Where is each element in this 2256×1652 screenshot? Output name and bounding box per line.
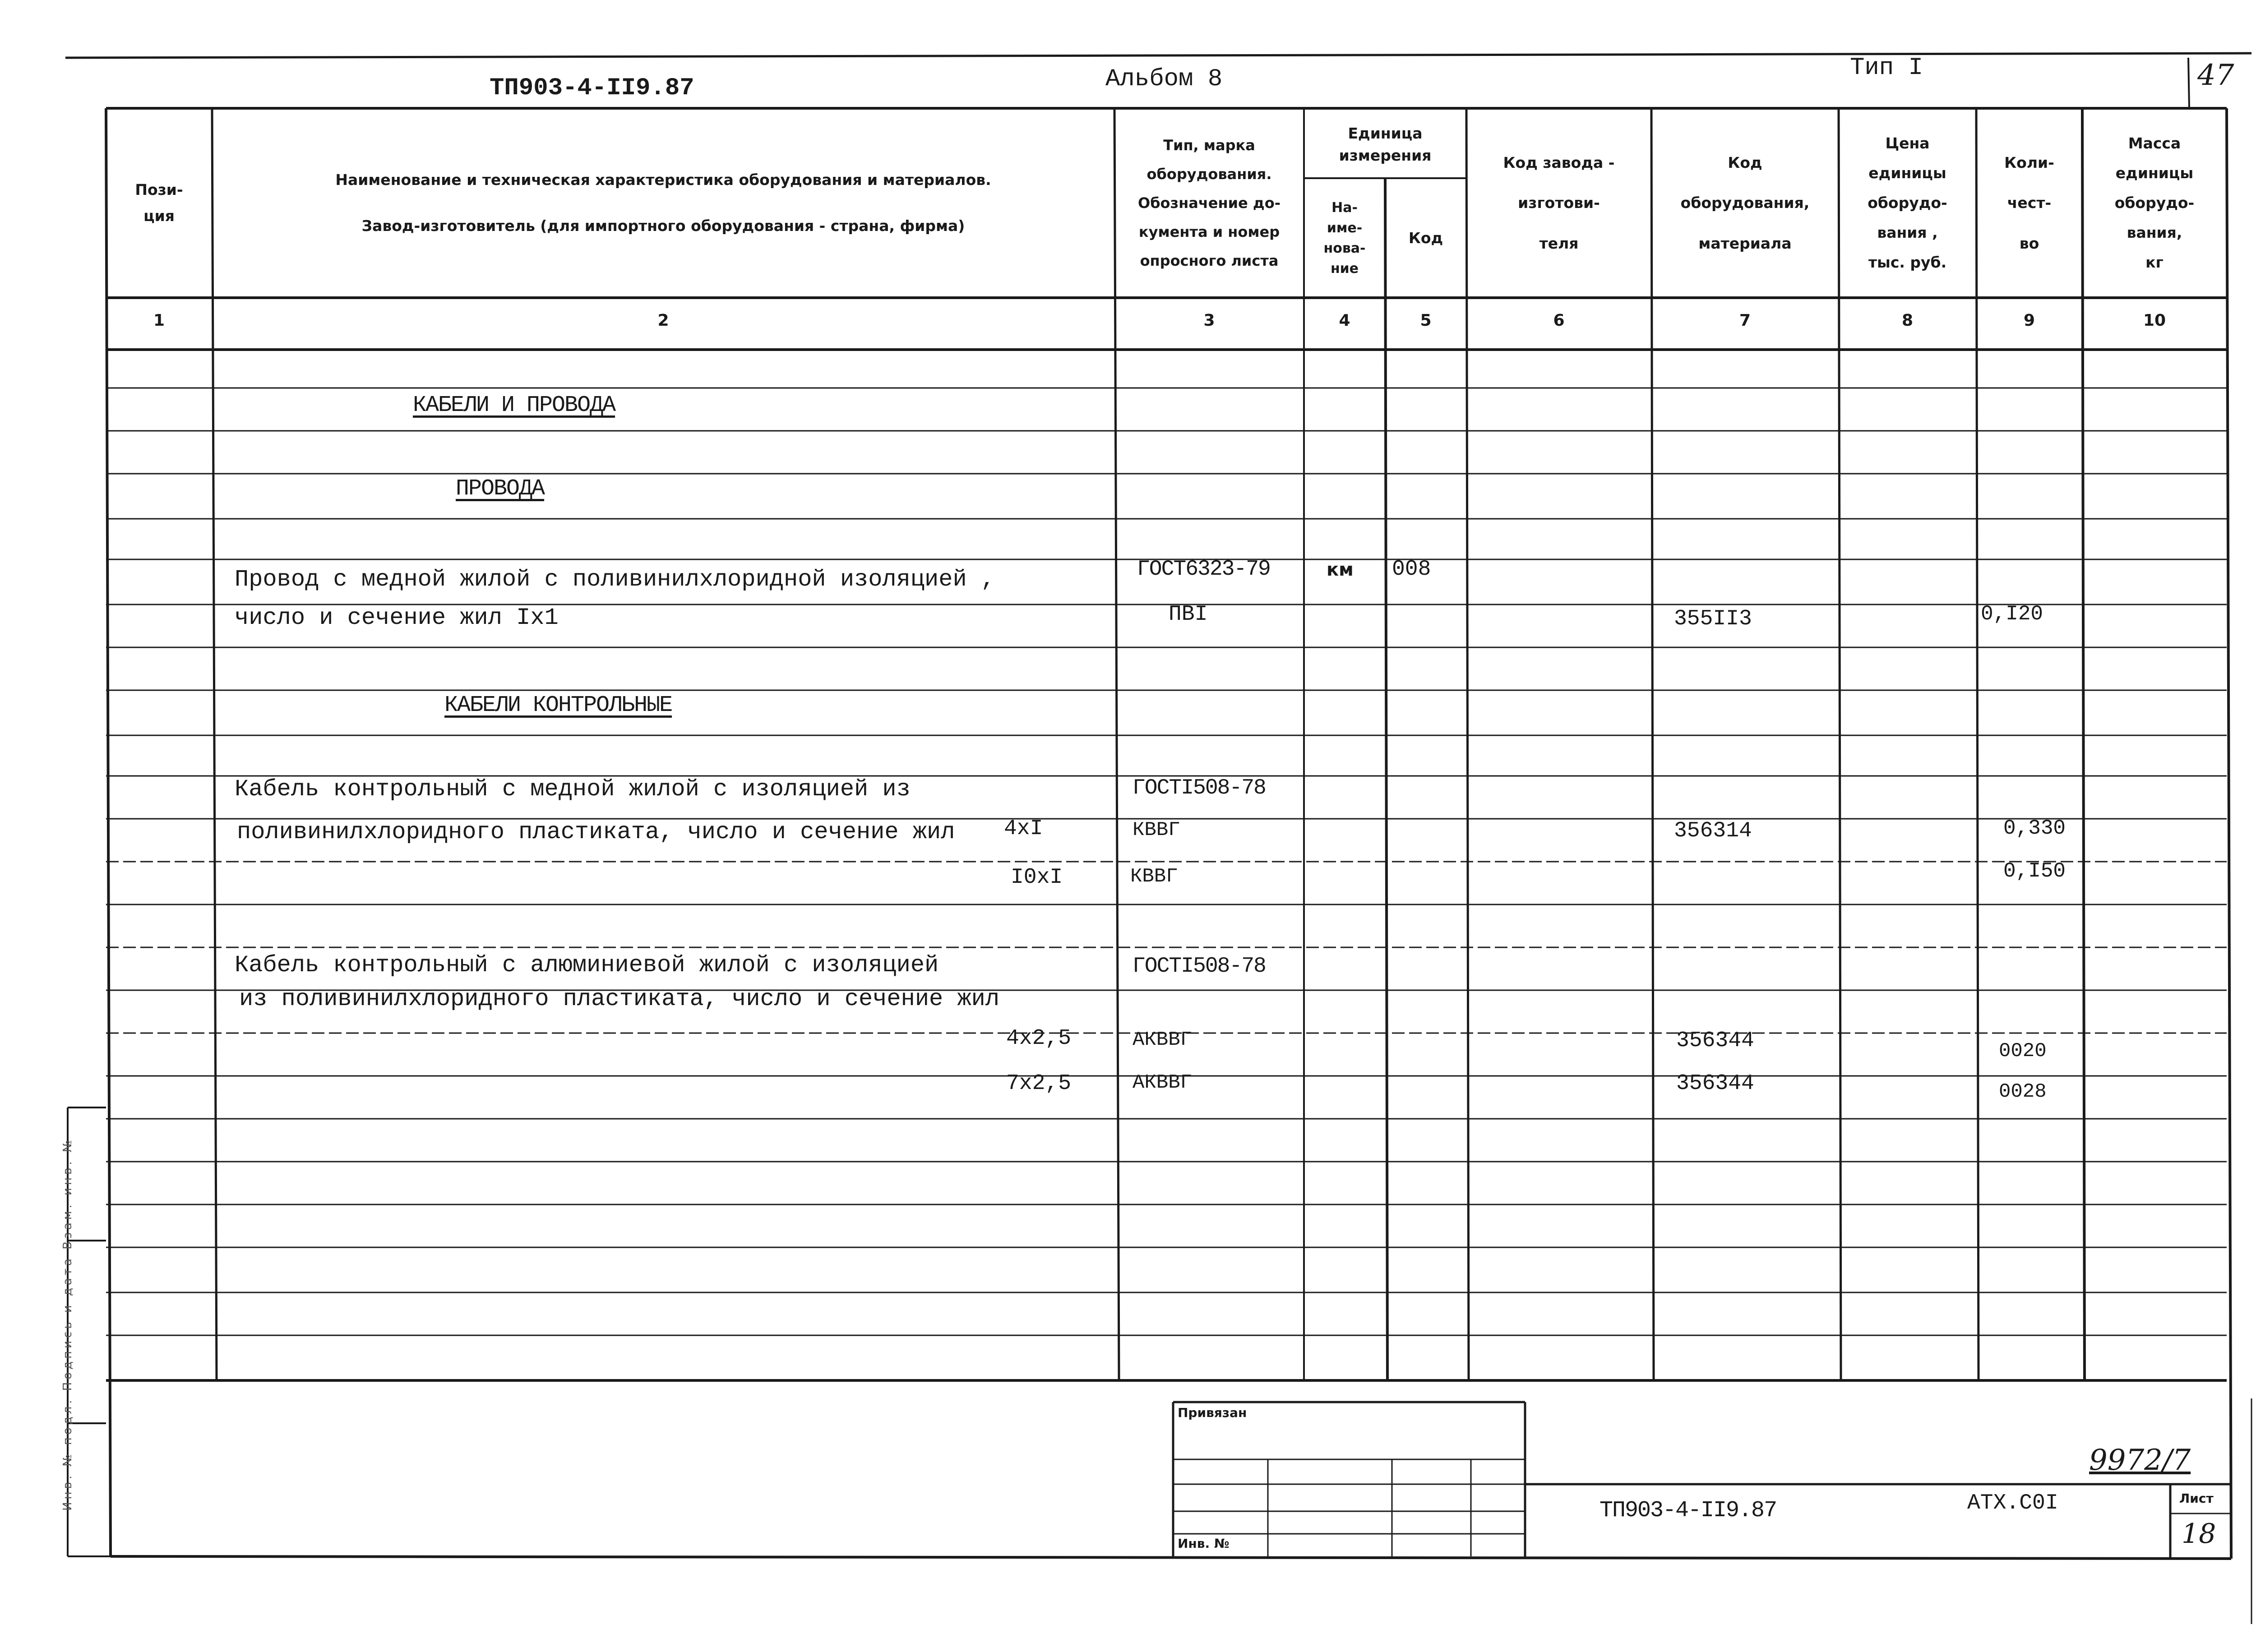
table-row-text: число и сечение жил Iх1 — [235, 605, 559, 631]
table-row-qty: 0,330 — [2003, 817, 2066, 840]
table-row-qty: 0028 — [1999, 1080, 2047, 1103]
col-number-10: 10 — [2143, 311, 2166, 330]
table-row-qty: 0020 — [1999, 1040, 2047, 1062]
table-row-text: Провод с медной жилой с поливинилхлоридной изоляцией , — [235, 566, 995, 593]
table-row-unit: км — [1327, 559, 1354, 580]
table-row-doc: КВВГ — [1130, 865, 1178, 888]
col-header-name: Наименование и техническая характеристика оборудования и материалов. Завод-изготовитель (для импортного оборудования - страна, фирма) — [335, 171, 991, 235]
table-row-doc: АКВВГ — [1133, 1071, 1193, 1094]
col-number-7: 7 — [1739, 311, 1751, 330]
table-row-doc: ПВI — [1169, 602, 1208, 627]
col-header-equipment-code: Код оборудования, материала — [1680, 154, 1810, 252]
table-row-size: 7х2,5 — [1006, 1071, 1072, 1096]
table-row-doc: ГОСТI508-78 — [1133, 776, 1266, 800]
col-header-mass: Масса единицы оборудо- вания, кг — [2114, 134, 2195, 271]
table-row-code: 356314 — [1674, 819, 1752, 843]
col-header-type: Тип, марка оборудования. Обозначение до- кумента и номер опросного листа — [1138, 137, 1281, 269]
col-number-6: 6 — [1553, 311, 1565, 330]
table-row-doc: АКВВГ — [1133, 1029, 1193, 1051]
stamp-doc-code: ТП903-4-II9.87 — [1600, 1498, 1777, 1523]
table-row-code: 355II3 — [1674, 607, 1752, 631]
col-header-factory-code: Код завода - изготови- теля — [1503, 154, 1615, 252]
col-header-position: Пози- ция — [135, 181, 183, 225]
col-number-9: 9 — [2023, 311, 2035, 330]
col-number-1: 1 — [153, 311, 165, 330]
table-row-doc: ГОСТ6323-79 — [1137, 557, 1270, 581]
side-binding-label: Инв. № подл. Подпись и дата Взам. инв. № — [61, 1137, 74, 1511]
col-number-3: 3 — [1203, 311, 1215, 330]
section-control-cables: КАБЕЛИ КОНТРОЛЬНЫЕ — [444, 692, 672, 718]
table-row-text: Кабель контрольный с алюминиевой жилой с изоляцией — [235, 952, 939, 978]
table-row-code: 356344 — [1676, 1029, 1754, 1053]
col-header-price: Цена единицы оборудо- вания , тыс. руб. — [1868, 134, 1947, 271]
table-row-text: поливинилхлоридного пластиката, число и сечение жил — [237, 819, 955, 845]
table-row-doc: ГОСТI508-78 — [1133, 954, 1266, 978]
col-number-2: 2 — [657, 311, 669, 330]
col-header-unit-group: Единица измерения — [1339, 124, 1432, 164]
table-row-size: 4хI — [1004, 817, 1043, 841]
table-row-unit-code: 008 — [1392, 557, 1431, 581]
col-number-4: 4 — [1339, 311, 1350, 330]
col-header-unit-name: На- име- нова- ние — [1323, 199, 1366, 277]
col-number-5: 5 — [1420, 311, 1432, 330]
table-row-size: I0хI — [1011, 865, 1063, 890]
col-header-quantity: Коли- чест- во — [2004, 154, 2054, 252]
stamp-sheet-label: Лист — [2179, 1491, 2214, 1506]
type-label: Тип I — [1850, 54, 1923, 82]
table-row-code: 356344 — [1676, 1071, 1754, 1096]
table-row-text: Кабель контрольный с медной жилой с изоляцией из — [235, 776, 911, 803]
stamp-sheet-number: 18 — [2182, 1518, 2216, 1550]
table-row-doc: КВВГ — [1133, 819, 1180, 841]
table-row-qty: 0,I20 — [1981, 602, 2043, 626]
table-row-qty: 0,I50 — [2003, 859, 2066, 883]
section-cables-and-wires: КАБЕЛИ И ПРОВОДА — [413, 392, 615, 418]
col-header-unit-code: Код — [1408, 229, 1443, 247]
section-wires: ПРОВОДА — [456, 476, 545, 502]
stamp-sheet-code: АТХ.С0I — [1967, 1491, 2058, 1515]
col-number-8: 8 — [1901, 311, 1914, 330]
stamp-bound-label: Привязан — [1178, 1405, 1247, 1420]
table-row-size: 4х2,5 — [1006, 1026, 1072, 1051]
page-number: 47 — [2197, 59, 2234, 92]
album-label: Альбом 8 — [1105, 65, 1223, 93]
doc-code-top: ТП903-4-II9.87 — [490, 74, 694, 102]
stamp-inv-label: Инв. № — [1178, 1536, 1230, 1551]
table-row-text: из поливинилхлоридного пластиката, число и сечение жил — [239, 986, 1000, 1012]
archive-number: 9972/7 — [2089, 1444, 2191, 1477]
